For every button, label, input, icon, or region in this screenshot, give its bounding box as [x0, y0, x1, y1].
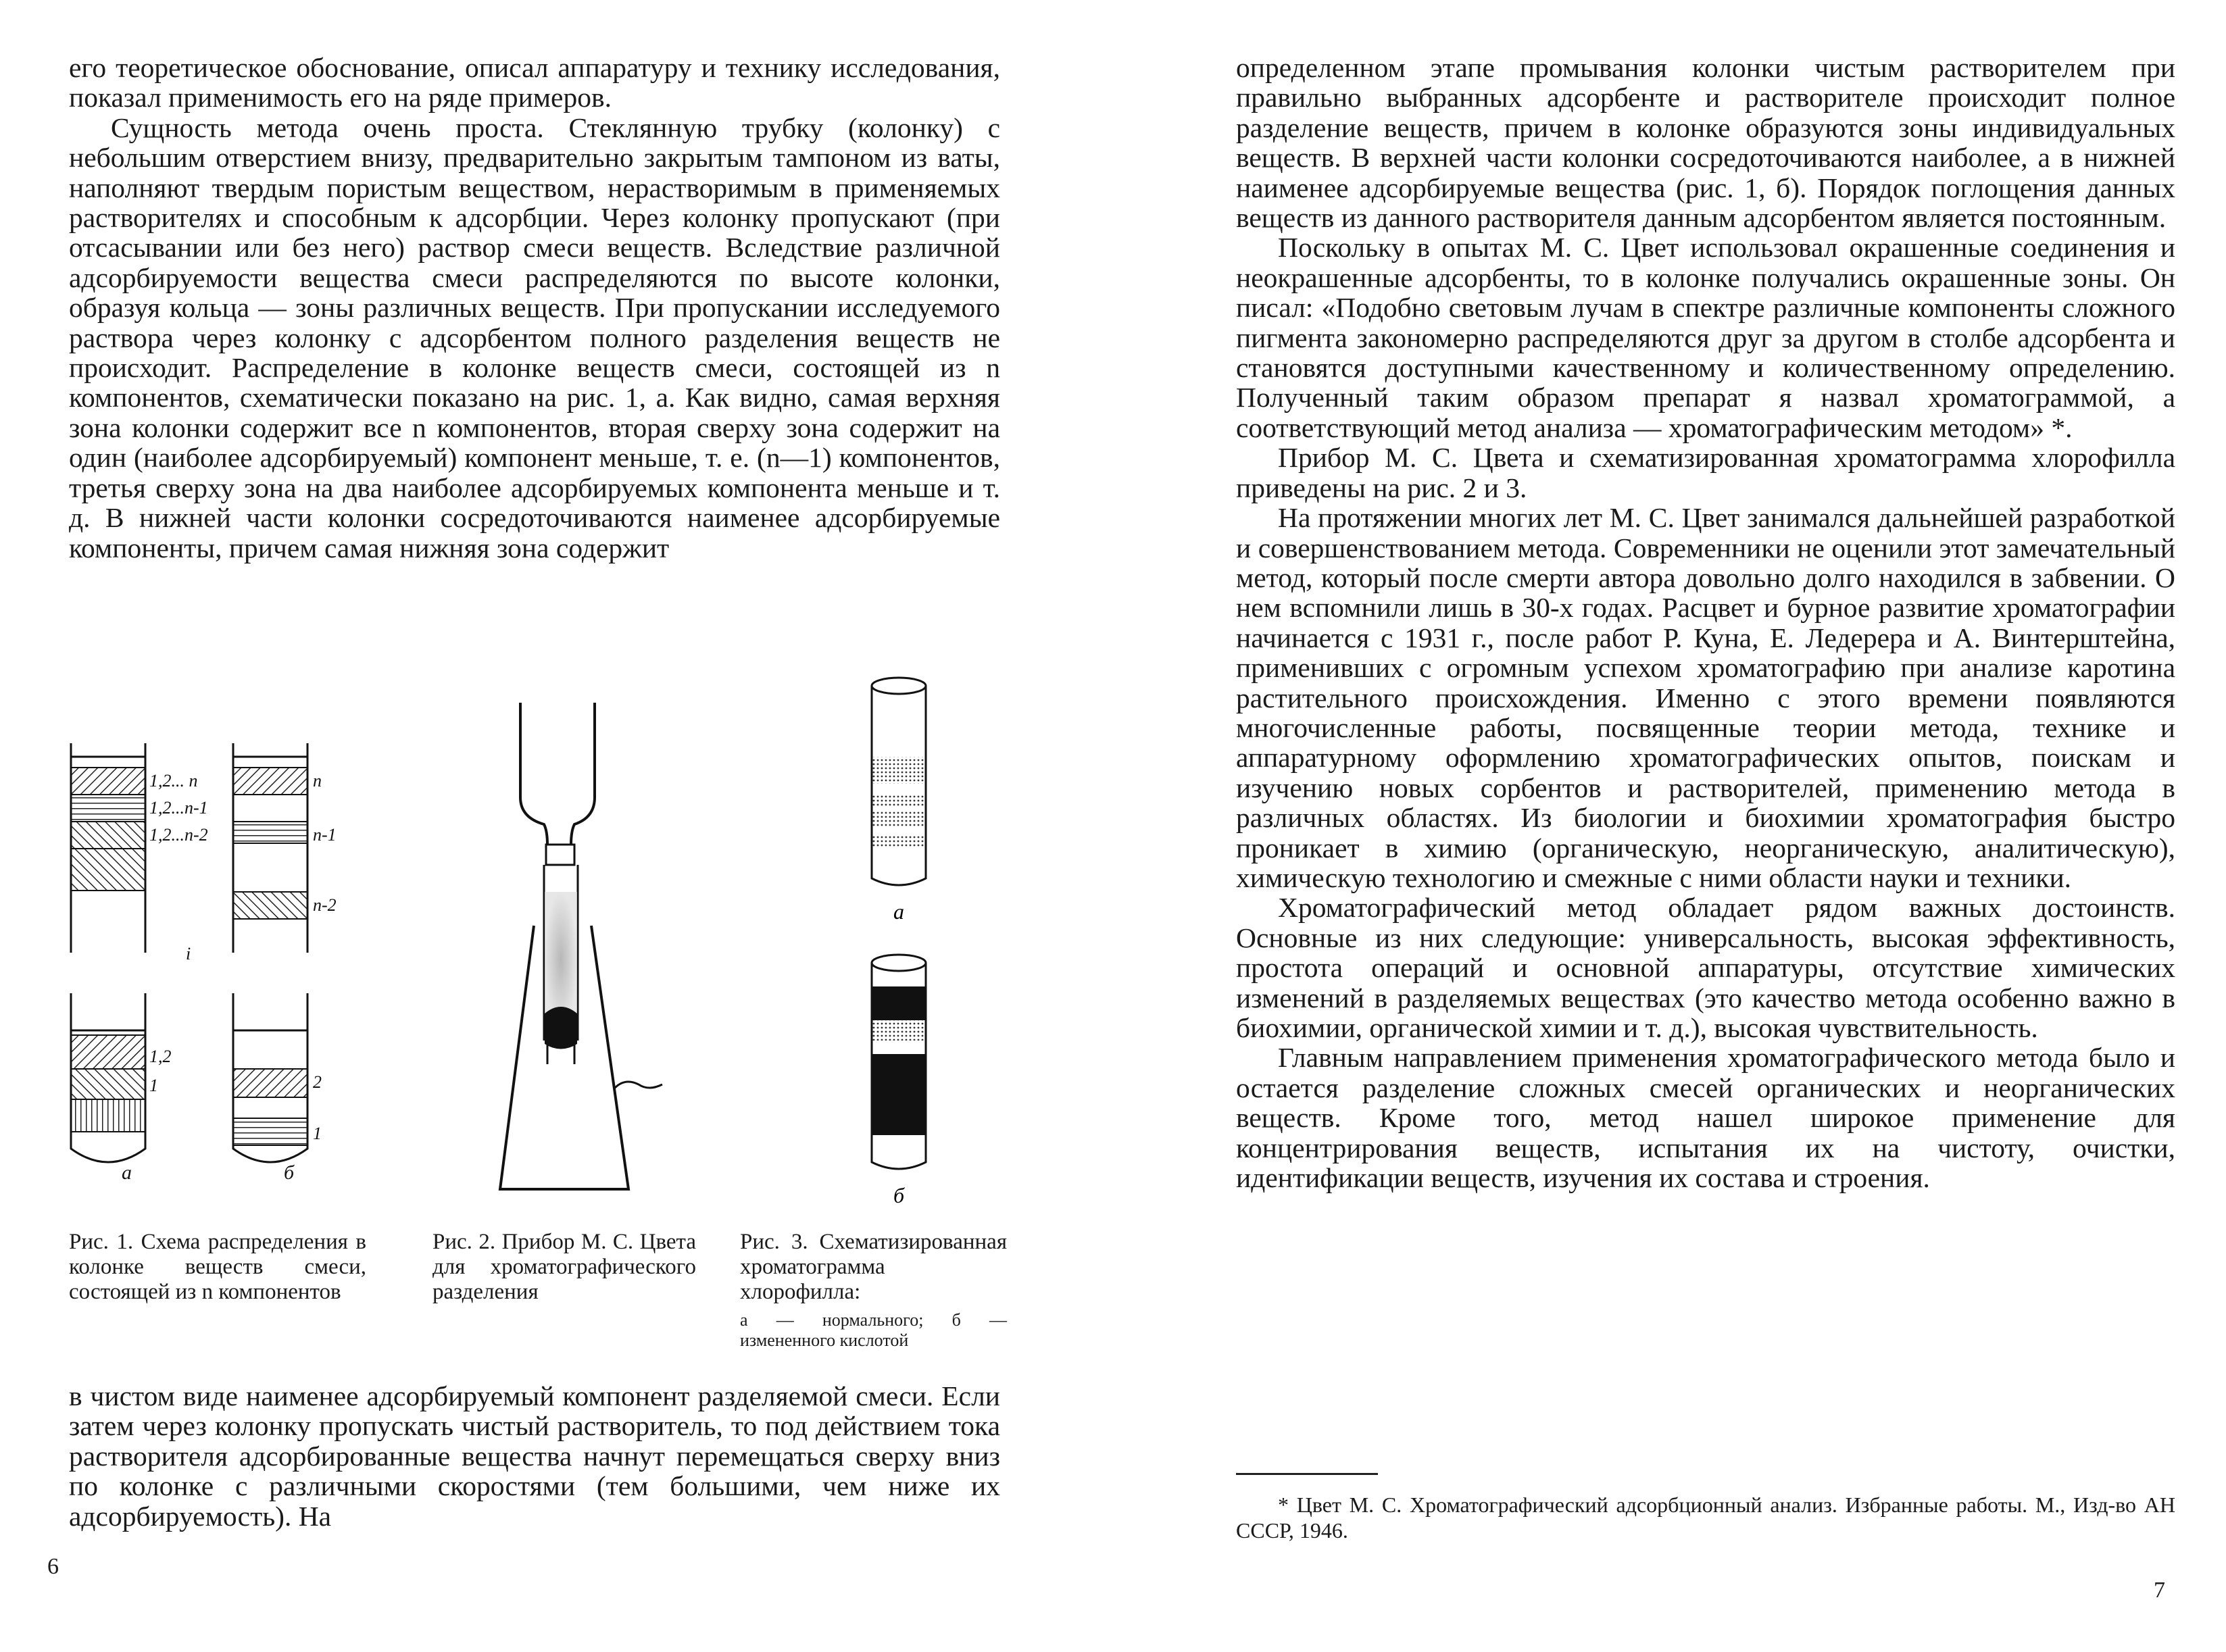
paragraph: в чистом виде наименее адсорбируемый компонент разделяемой смеси. Если затем через колонку пропускать чистый растворитель, то под действием тока растворителя адсорбированные вещества начнут перемещаться сверху вниз по колонке с различными скоростями (тем большими, чем ниже их адсорбируемость). На	[69, 1380, 1000, 1532]
fig3-sub-a: а	[893, 899, 904, 924]
page-number-right: 7	[2154, 1578, 2165, 1603]
fig1-label-b: 2	[313, 1072, 322, 1092]
paragraph: Поскольку в опытах М. С. Цвет использовал окрашенные соединения и неокрашенные адсорбенты, то в колонке получались окрашенные зоны. Он писал: «Подобно световым лучам в спектре различные компоненты сложного пигмента закономерно распределяются друг за другом в столбе адсорбента и становятся доступными качественному и количественному определению. Полученный таким образом препарат я назвал хроматограммой, а соответствующий метод анализа — хроматографическим методом» *.	[1236, 232, 2175, 443]
figure-3-chromatogram	[831, 669, 966, 1209]
footnote-divider	[1236, 1473, 1378, 1475]
figure-2-caption: Рис. 2. Прибор М. С. Цвета для хроматографического разделения	[432, 1230, 696, 1304]
figure-1-caption: Рис. 1. Схема распределения в колонке веществ смеси, состоящей из n компонентов	[69, 1230, 366, 1304]
fig1-sub-b: б	[284, 1161, 295, 1182]
fig1-label-a: 1,2	[149, 1047, 172, 1066]
fig1-label-a: 1,2... n	[149, 771, 198, 791]
figure-3-caption-text: Рис. 3. Схематизированная хроматограмма хлорофилла:	[740, 1230, 1007, 1304]
fig1-label-a: 1,2...n-1	[149, 798, 208, 818]
fig1-label-b: 1	[313, 1124, 322, 1143]
left-text-bottom	[69, 1381, 1000, 1531]
fig3-sub-b: б	[893, 1183, 905, 1207]
fig1-label-b: n-2	[313, 895, 337, 915]
paragraph: Сущность метода очень проста. Стеклянную трубку (колонку) с небольшим отверстием внизу, предварительно закрытым тампоном из ваты, наполняют твердым пористым веществом, нерастворимым в применяемых растворителях и способным к адсорбции. Через колонку пропускают (при отсасывании или без него) раствор смеси веществ. Вследствие различной адсорбируемости вещества смеси распределяются по высоте колонки, образуя кольца — зоны различных веществ. При пропускании исследуемого раствора через колонку с адсорбентом полного разделения веществ не происходит. Распределение в колонке веществ смеси, состоящей из n компонентов, схематически показано на рис. 1, a. Как видно, самая верхняя зона колонки содержит все n компонентов, вторая сверху зона содержит на один (наиболее адсорбируемый) компонент меньше, т. е. (n—1) компонентов, третья сверху зона на два наиболее адсорбируемых компонента меньше и т. д. В нижней части колонки сосредоточиваются наименее адсорбируемые компоненты, причем самая нижняя зона содержит	[69, 111, 1000, 564]
fig1-sub-a: а	[122, 1161, 132, 1182]
fig1-label-b: n	[313, 771, 322, 791]
right-text	[1236, 53, 2175, 1193]
figure-3-caption-note: а — нормального; б — измененного кислотой	[740, 1310, 1007, 1350]
footnote: * Цвет М. С. Хроматографический адсорбционный анализ. Избранные работы. М., Изд-во АН СССР, 1946.	[1236, 1493, 2175, 1543]
figure-1-diagram	[64, 743, 389, 1182]
right-page	[1113, 0, 2226, 1652]
fig1-label-a: 1	[149, 1076, 158, 1095]
paragraph: Хроматографический метод обладает рядом важных достоинств. Основные из них следующие: универсальность, высокая эффективность, простота операций и основной аппаратуры, отсутствие химических изменений в разделяемых веществах (это качество метода особенно важно в биохимии, органической химии и т. д.), высокая чувствительность.	[1236, 892, 2175, 1043]
fig1-mid-label: i	[186, 944, 191, 963]
column-b	[233, 743, 307, 1162]
paragraph: На протяжении многих лет М. С. Цвет занимался дальнейшей разработкой и совершенствованием метода. Современники не оценили этот замечательный метод, который после смерти автора довольно долго находился в забвении. О нем вспомнили лишь в 30-х годах. Расцвет и бурное развитие хроматографии начинается с 1931 г., после работ Р. Куна, Е. Ледерера и А. Винтерштейна, применивших с огромным успехом хроматографию при анализе каротина растительного происхождения. Именно с этого времени появляются многочисленные работы, посвященные теории метода, технике и аппаратурному оформлению хроматографических опытов, поискам и изучению новых сорбентов и растворителей, применению метода в различных областях. Из биологии и биохимии хроматография быстро проникает в химию (органическую, неорганическую, аналитическую), химическую технологию и смежные с ними области науки и техники.	[1236, 502, 2175, 893]
paragraph: определенном этапе промывания колонки чистым растворителем при правильно выбранных адсорбенте и растворителе происходит полное разделение веществ, причем в колонке образуются зоны индивидуальных веществ. В верхней части колонки сосредоточиваются наиболее, а в нижней наименее адсорбируемые вещества (рис. 1, б). Порядок поглощения данных веществ из данного растворителя данным адсорбентом является постоянным.	[1236, 52, 2175, 234]
paragraph: его теоретическое обоснование, описал аппаратуру и технику исследования, показал применимость его на ряде примеров.	[69, 52, 1000, 114]
fig1-label-b: n-1	[313, 825, 337, 845]
figure-2-apparatus	[493, 703, 669, 1196]
fig1-label-a: 1,2...n-2	[149, 825, 208, 845]
column-a	[71, 743, 145, 1162]
tube-b	[872, 955, 926, 1169]
page-number-left: 6	[47, 1554, 59, 1579]
figure-3-caption	[740, 1230, 1007, 1351]
left-text-top	[69, 53, 1000, 563]
tube-a	[872, 678, 926, 885]
paragraph: Прибор М. С. Цвета и схематизированная хроматограмма хлорофилла приведены на рис. 2 и 3.	[1236, 442, 2175, 503]
paragraph: Главным направлением применения хроматографического метода было и остается разделение сложных смесей органических и неорганических веществ. Кроме того, метод нашел широкое применение для концентрирования веществ, испытания их на чистоту, очистки, идентификации веществ, изучения их состава и строения.	[1236, 1042, 2175, 1194]
